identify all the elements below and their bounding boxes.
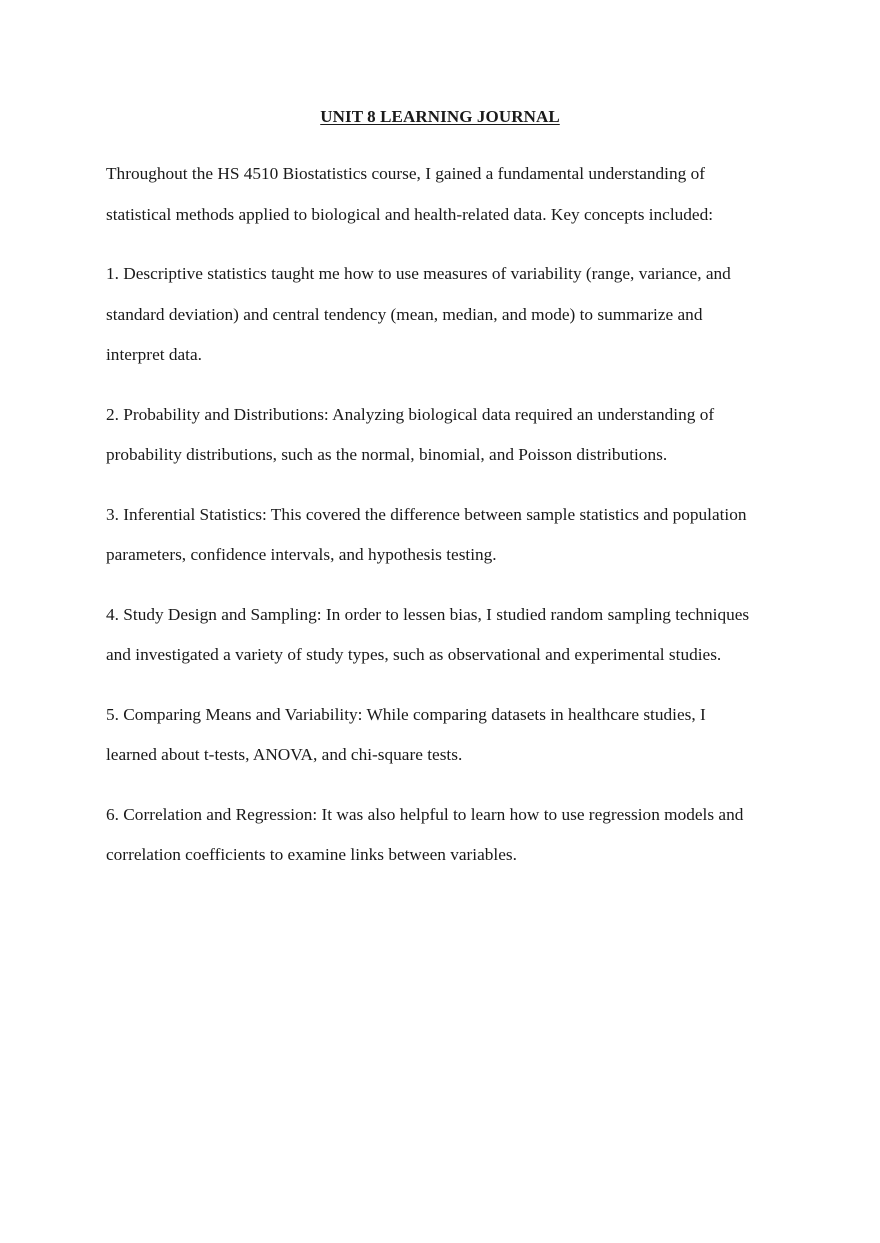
- concept-correlation-regression: [106, 795, 786, 876]
- text-line: correlation coefficients to examine links between variables.: [106, 845, 517, 864]
- concept-descriptive-statistics: [106, 254, 786, 376]
- text-line: and investigated a variety of study types, such as observational and experimental studies.: [106, 645, 722, 664]
- text-line: 3. Inferential Statistics: This covered the difference between sample statistics and population: [106, 504, 747, 524]
- text-line: 1. Descriptive statistics taught me how to use measures of variability (range, variance, and: [106, 264, 731, 283]
- text-line: parameters, confidence intervals, and hypothesis testing.: [106, 545, 497, 564]
- text-line: 5. Comparing Means and Variability: While comparing datasets in healthcare studies, I: [106, 704, 706, 724]
- text-line: 4. Study Design and Sampling: In order to lessen bias, I studied random sampling techniques: [106, 604, 750, 624]
- concept-comparing-means: [106, 695, 786, 776]
- text-line: probability distributions, such as the normal, binomial, and Poisson distributions.: [106, 445, 668, 464]
- text-line: interpret data.: [106, 345, 202, 364]
- text-line: Throughout the HS 4510 Biostatistics course, I gained a fundamental understanding of: [106, 164, 705, 183]
- document-body: [106, 154, 786, 895]
- text-line: 6. Correlation and Regression: It was also helpful to learn how to use regression models and: [106, 804, 744, 824]
- text-line: statistical methods applied to biological and health-related data. Key concepts included:: [106, 204, 714, 224]
- page-title: UNIT 8 LEARNING JOURNAL: [320, 107, 560, 126]
- concept-study-design: [106, 595, 786, 676]
- concept-inferential-statistics: [106, 495, 786, 576]
- concept-probability-distributions: [106, 395, 786, 476]
- text-line: standard deviation) and central tendency (mean, median, and mode) to summarize and: [106, 304, 703, 324]
- intro-paragraph: [106, 154, 786, 235]
- text-line: 2. Probability and Distributions: Analyzing biological data required an understanding of: [106, 404, 715, 424]
- text-line: learned about t-tests, ANOVA, and chi-square tests.: [106, 745, 463, 764]
